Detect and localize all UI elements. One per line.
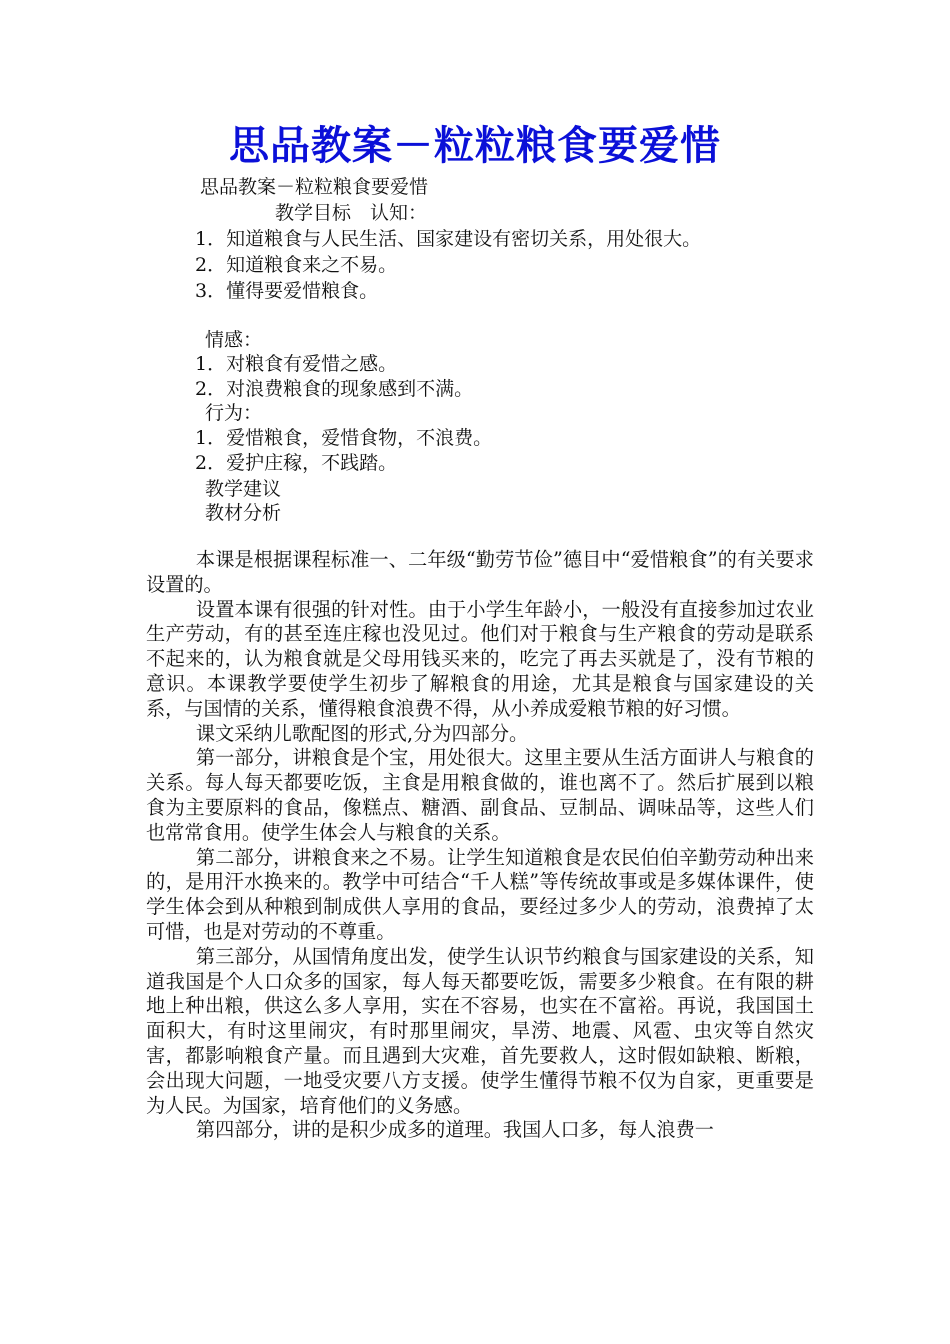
emotion-heading: 情感： [205,329,263,351]
body-paragraph: 第三部分，从国情角度出发，使学生认识节约粮食与国家建设的关系，知道我国是个人口众多的国家，每人每天都要吃饭，需要多少粮食。在有限的耕地上种出粮，供这么多人享用，实在不容易，也实在不富裕。再说，我国国土面积大，有时这里闹灾，有时那里闹灾，旱涝、地震、风雹、虫灾等自然灾害，都影响粮食产量。而且遇到大灾难，首先要救人，这时假如缺粮、断粮，会出现大问题，一地受灾要八方支援。使学生懂得节粮不仅为自家，更重要是为人民。为国家，培育他们的义务感。 [146,944,814,1117]
body-text [146,548,814,1143]
material-analysis-heading: 教材分析 [205,502,282,524]
teaching-suggestion-heading: 教学建议 [205,478,282,500]
behavior-heading: 行为： [205,402,263,424]
body-paragraph: 第四部分，讲的是积少成多的道理。我国人口多，每人浪费一 [195,1118,714,1142]
body-paragraph: 第二部分，讲粮食来之不易。让学生知道粮食是农民伯伯辛勤劳动种出来的，是用汗水换来的。教学中可结合“千人糕”等传统故事或是多媒体课件，使学生体会到从种粮到制成供人享用的食品，要经过多少人的劳动，浪费掉了太可惜，也是对劳动的不尊重。 [146,845,814,943]
body-paragraph: 设置本课有很强的针对性。由于小学生年龄小，一般没有直接参加过农业生产劳动，有的甚至连庄稼也没见过。他们对于粮食与生产粮食的劳动是联系不起来的，认为粮食就是父母用钱买来的，吃完了再去买就是了，没有节粮的意识。本课教学要使学生初步了解粮食的用途，尤其是粮食与国家建设的关系，与国情的关系，懂得粮食浪费不得，从小养成爱粮节粮的好习惯。 [146,597,814,720]
body-paragraph: 课文采纳儿歌配图的形式,分为四部分。 [195,721,529,745]
emotion-item: 2．对浪费粮食的现象感到不满。 [195,378,474,400]
emotion-item: 1．对粮食有爱惜之感。 [195,353,398,375]
cognition-item: 1．知道粮食与人民生活、国家建设有密切关系，用处很大。 [195,228,702,250]
cognition-item: 3．懂得要爱惜粮食。 [195,280,379,302]
document-subtitle: 思品教案－粒粒粮食要爱惜 [200,176,429,198]
body-paragraph: 本课是根据课程标准一、二年级“勤劳节俭”德目中“爱惜粮食”的有关要求设置的。 [146,548,814,596]
behavior-item: 1．爱惜粮食，爱惜食物，不浪费。 [195,427,493,449]
cognition-item: 2．知道粮食来之不易。 [195,254,398,276]
document-title: 思品教案－粒粒粮食要爱惜 [229,123,721,169]
teaching-goal-heading: 教学目标 认知： [275,202,428,224]
behavior-item: 2．爱护庄稼，不践踏。 [195,452,398,474]
body-paragraph: 第一部分，讲粮食是个宝，用处很大。这里主要从生活方面讲人与粮食的关系。每人每天都要吃饭，主食是用粮食做的，谁也离不了。然后扩展到以粮食为主要原料的食品，像糕点、糖酒、副食品、豆制品、调味品等，这些人们也常常食用。使学生体会人与粮食的关系。 [146,746,814,844]
